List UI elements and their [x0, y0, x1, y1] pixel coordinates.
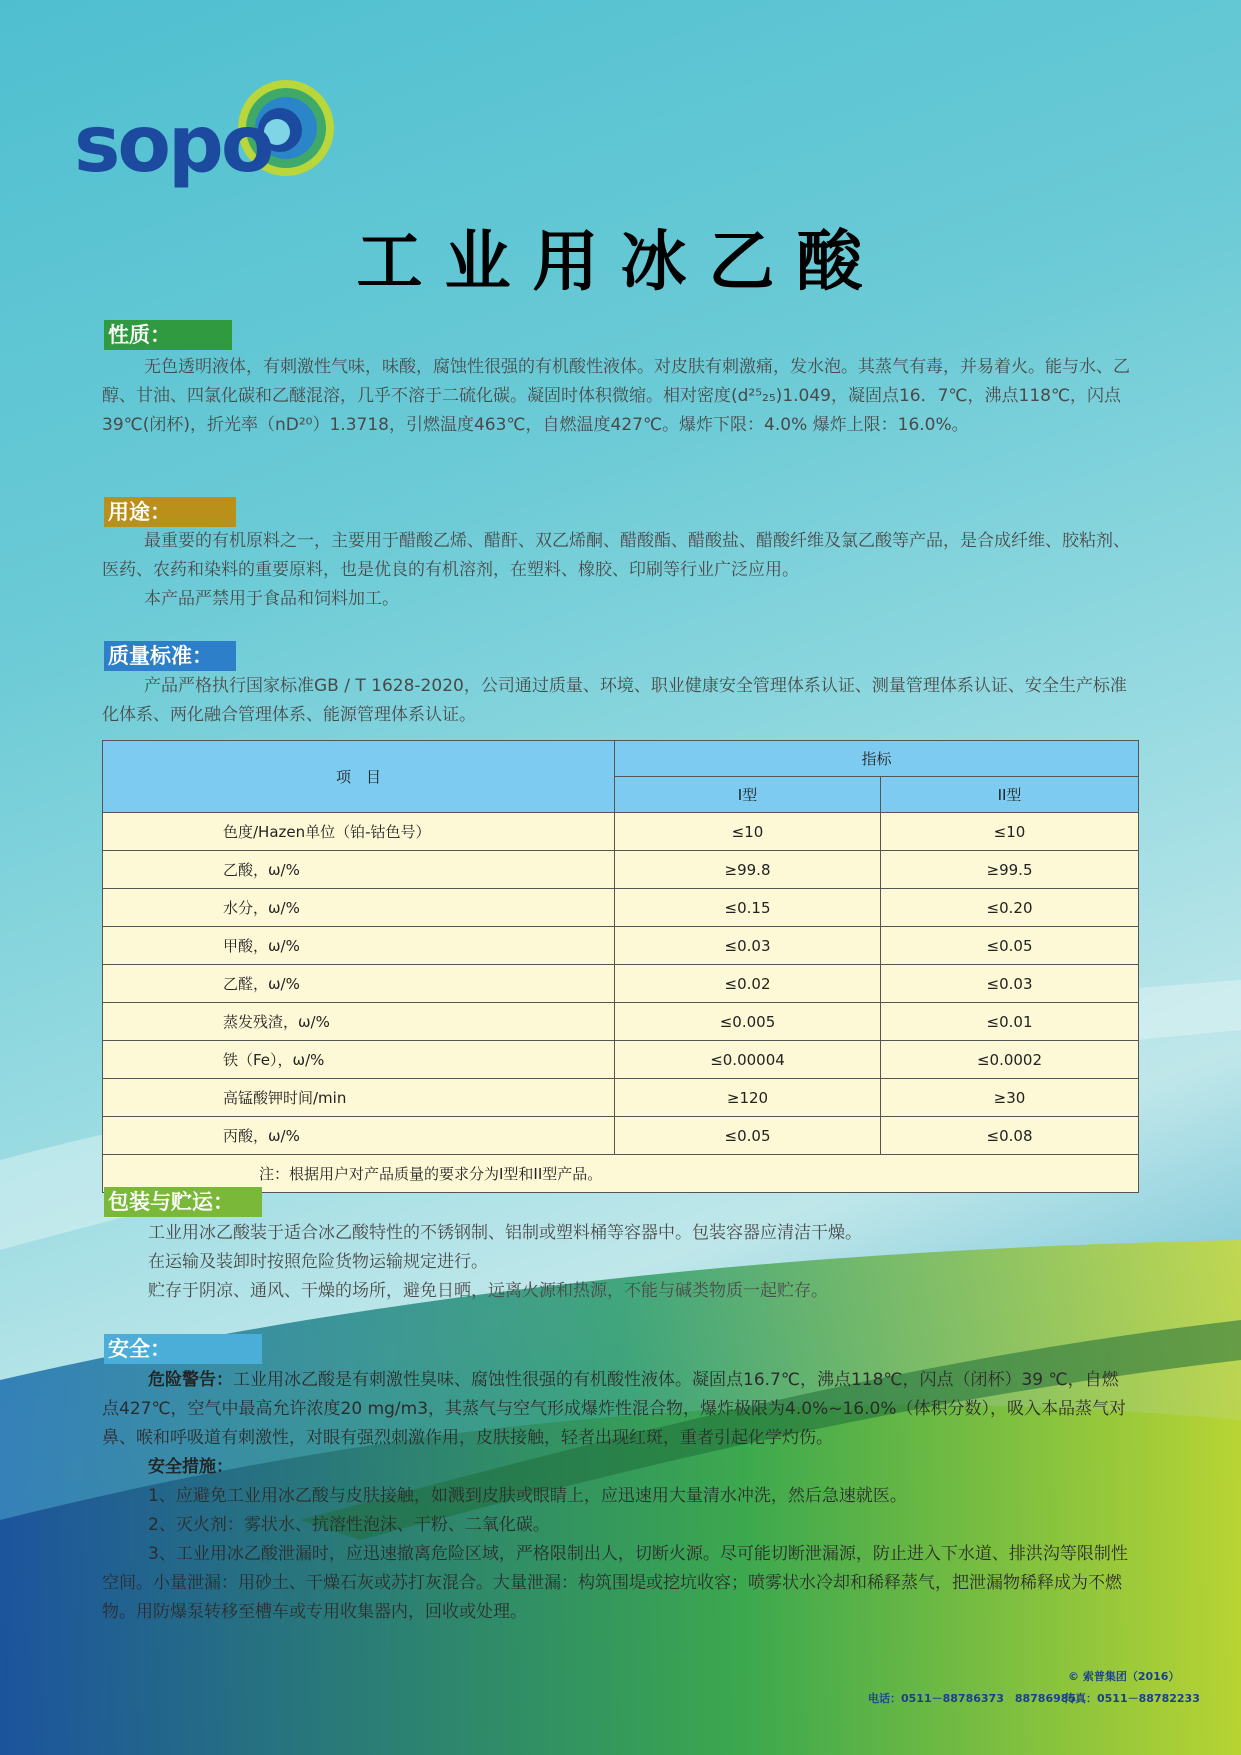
- table-row: [103, 965, 1139, 1003]
- warning-text: 工业用冰乙酸是有刺激性臭味、腐蚀性很强的有机酸性液体。凝固点16.7℃，沸点118℃，闪点（闭杯）39 ℃，自燃点427℃，空气中最高允许浓度20 mg/m3，其蒸气与空气形成爆炸性混合物，爆炸极限为4.0%~16.0%（体积分数），吸入本品蒸气对鼻、喉和呼吸道有刺激性，对眼有强烈刺激作用，皮肤接触，轻者出现红斑，重者引起化学灼伤。: [102, 1370, 1126, 1448]
- table-row: [103, 1117, 1139, 1155]
- page-title: 工业用冰乙酸: [356, 223, 885, 300]
- section-label-quality: 质量标准：: [104, 641, 236, 671]
- packaging-line-3: 贮存于阴凉、通风、干燥的场所，避免日晒，远离火源和热源，不能与碱类物质一起贮存。: [148, 1281, 828, 1301]
- row-type2: ≤0.0002: [881, 1041, 1139, 1079]
- measure-2: 2、灭火剂：雾状水、抗溶性泡沫、干粉、二氧化碳。: [148, 1515, 550, 1535]
- row-item: 色度/Hazen单位（铂-钴色号）: [103, 813, 615, 851]
- row-item: 甲酸，ω/%: [103, 927, 615, 965]
- row-type1: ≥120: [615, 1079, 881, 1117]
- section-label-usage: 用途：: [104, 497, 236, 527]
- row-type2: ≥99.5: [881, 851, 1139, 889]
- usage-paragraph-2: 本产品严禁用于食品和饲料加工。: [144, 589, 399, 609]
- section-label-packaging: 包装与贮运：: [104, 1187, 262, 1217]
- row-item: 高锰酸钾时间/min: [103, 1079, 615, 1117]
- safety-warning: [102, 1366, 1134, 1453]
- row-type1: ≤0.02: [615, 965, 881, 1003]
- logo-text: sopo: [74, 100, 272, 190]
- packaging-text: [102, 1219, 1134, 1306]
- measures-title: 安全措施：: [148, 1457, 233, 1477]
- table-row: [103, 851, 1139, 889]
- row-item: 铁（Fe），ω/%: [103, 1041, 615, 1079]
- measure-3: 3、工业用冰乙酸泄漏时，应迅速撤离危险区域，严格限制出人，切断火源。尽可能切断泄漏源，防止进入下水道、排洪沟等限制性空间。小量泄漏：用砂土、干燥石灰或苏打灰混合。大量泄漏：构筑围堤或挖坑收容；喷雾状水冷却和稀释蒸气，把泄漏物稀释成为不燃物。用防爆泵转移至槽车或专用收集器内，回收或处理。: [102, 1544, 1128, 1622]
- row-type1: ≤0.05: [615, 1117, 881, 1155]
- usage-text: [102, 527, 1134, 614]
- row-type2: ≤0.01: [881, 1003, 1139, 1041]
- table-header-row: [103, 741, 1139, 777]
- footer-copyright: © 索普集团（2016）: [1068, 1670, 1180, 1683]
- quality-text: [102, 672, 1134, 730]
- row-type2: ≥30: [881, 1079, 1139, 1117]
- specification-table: [102, 740, 1139, 1193]
- row-type1: ≤0.005: [615, 1003, 881, 1041]
- row-type2: ≤0.20: [881, 889, 1139, 927]
- row-item: 水分，ω/%: [103, 889, 615, 927]
- table-row: [103, 813, 1139, 851]
- packaging-line-1: 工业用冰乙酸装于适合冰乙酸特性的不锈钢制、铝制或塑料桶等容器中。包装容器应清洁干燥。: [148, 1223, 862, 1243]
- warning-title: 危险警告：: [148, 1370, 233, 1390]
- row-type1: ≤0.03: [615, 927, 881, 965]
- table-row: [103, 1041, 1139, 1079]
- table-note: 注：根据用户对产品质量的要求分为I型和II型产品。: [103, 1155, 1139, 1193]
- row-type2: ≤0.05: [881, 927, 1139, 965]
- table-row: [103, 927, 1139, 965]
- header-type1: I型: [615, 777, 881, 813]
- table-row: [103, 889, 1139, 927]
- section-label-safety: 安全：: [104, 1334, 262, 1364]
- row-type1: ≤10: [615, 813, 881, 851]
- safety-text: [102, 1366, 1134, 1627]
- section-label-properties: 性质：: [104, 320, 232, 350]
- row-type1: ≤0.00004: [615, 1041, 881, 1079]
- row-item: 乙酸，ω/%: [103, 851, 615, 889]
- table-row: [103, 1003, 1139, 1041]
- footer-phone: 电话：0511－88786373 88786985: [868, 1692, 1077, 1705]
- row-item: 乙醛，ω/%: [103, 965, 615, 1003]
- header-index: 指标: [615, 741, 1139, 777]
- packaging-line-2: 在运输及装卸时按照危险货物运输规定进行。: [148, 1252, 488, 1272]
- row-item: 蒸发残渣，ω/%: [103, 1003, 615, 1041]
- measure-1: 1、应避免工业用冰乙酸与皮肤接触，如溅到皮肤或眼睛上，应迅速用大量清水冲洗，然后急速就医。: [148, 1486, 907, 1506]
- sopo-logo: [74, 78, 344, 188]
- properties-paragraph: 无色透明液体，有刺激性气味，味酸，腐蚀性很强的有机酸性液体。对皮肤有刺激痛，发水泡。其蒸气有毒，并易着火。能与水、乙醇、甘油、四氯化碳和乙醚混溶，几乎不溶于二硫化碳。凝固时体积微缩。相对密度(d²⁵₂₅)1.049，凝固点16．7℃，沸点118℃，闪点39℃(闭杯)，折光率（nD²⁰）1.3718，引燃温度463℃，自燃温度427℃。爆炸下限：4.0% 爆炸上限：16.0%。: [102, 357, 1130, 435]
- header-type2: II型: [881, 777, 1139, 813]
- row-type1: ≥99.8: [615, 851, 881, 889]
- row-item: 丙酸，ω/%: [103, 1117, 615, 1155]
- quality-paragraph: 产品严格执行国家标准GB / T 1628-2020，公司通过质量、环境、职业健康安全管理体系认证、测量管理体系认证、安全生产标准化体系、两化融合管理体系、能源管理体系认证。: [102, 676, 1127, 725]
- row-type1: ≤0.15: [615, 889, 881, 927]
- row-type2: ≤0.03: [881, 965, 1139, 1003]
- header-item: 项 目: [103, 741, 615, 813]
- table-row: [103, 1079, 1139, 1117]
- row-type2: ≤0.08: [881, 1117, 1139, 1155]
- footer-fax: 传真：0511－88782233: [1064, 1692, 1200, 1705]
- properties-text: [102, 353, 1134, 440]
- usage-paragraph-1: 最重要的有机原料之一，主要用于醋酸乙烯、醋酐、双乙烯酮、醋酸酯、醋酸盐、醋酸纤维及氯乙酸等产品，是合成纤维、胶粘剂、医药、农药和染料的重要原料，也是优良的有机溶剂，在塑料、橡胶、印刷等行业广泛应用。: [102, 531, 1130, 580]
- row-type2: ≤10: [881, 813, 1139, 851]
